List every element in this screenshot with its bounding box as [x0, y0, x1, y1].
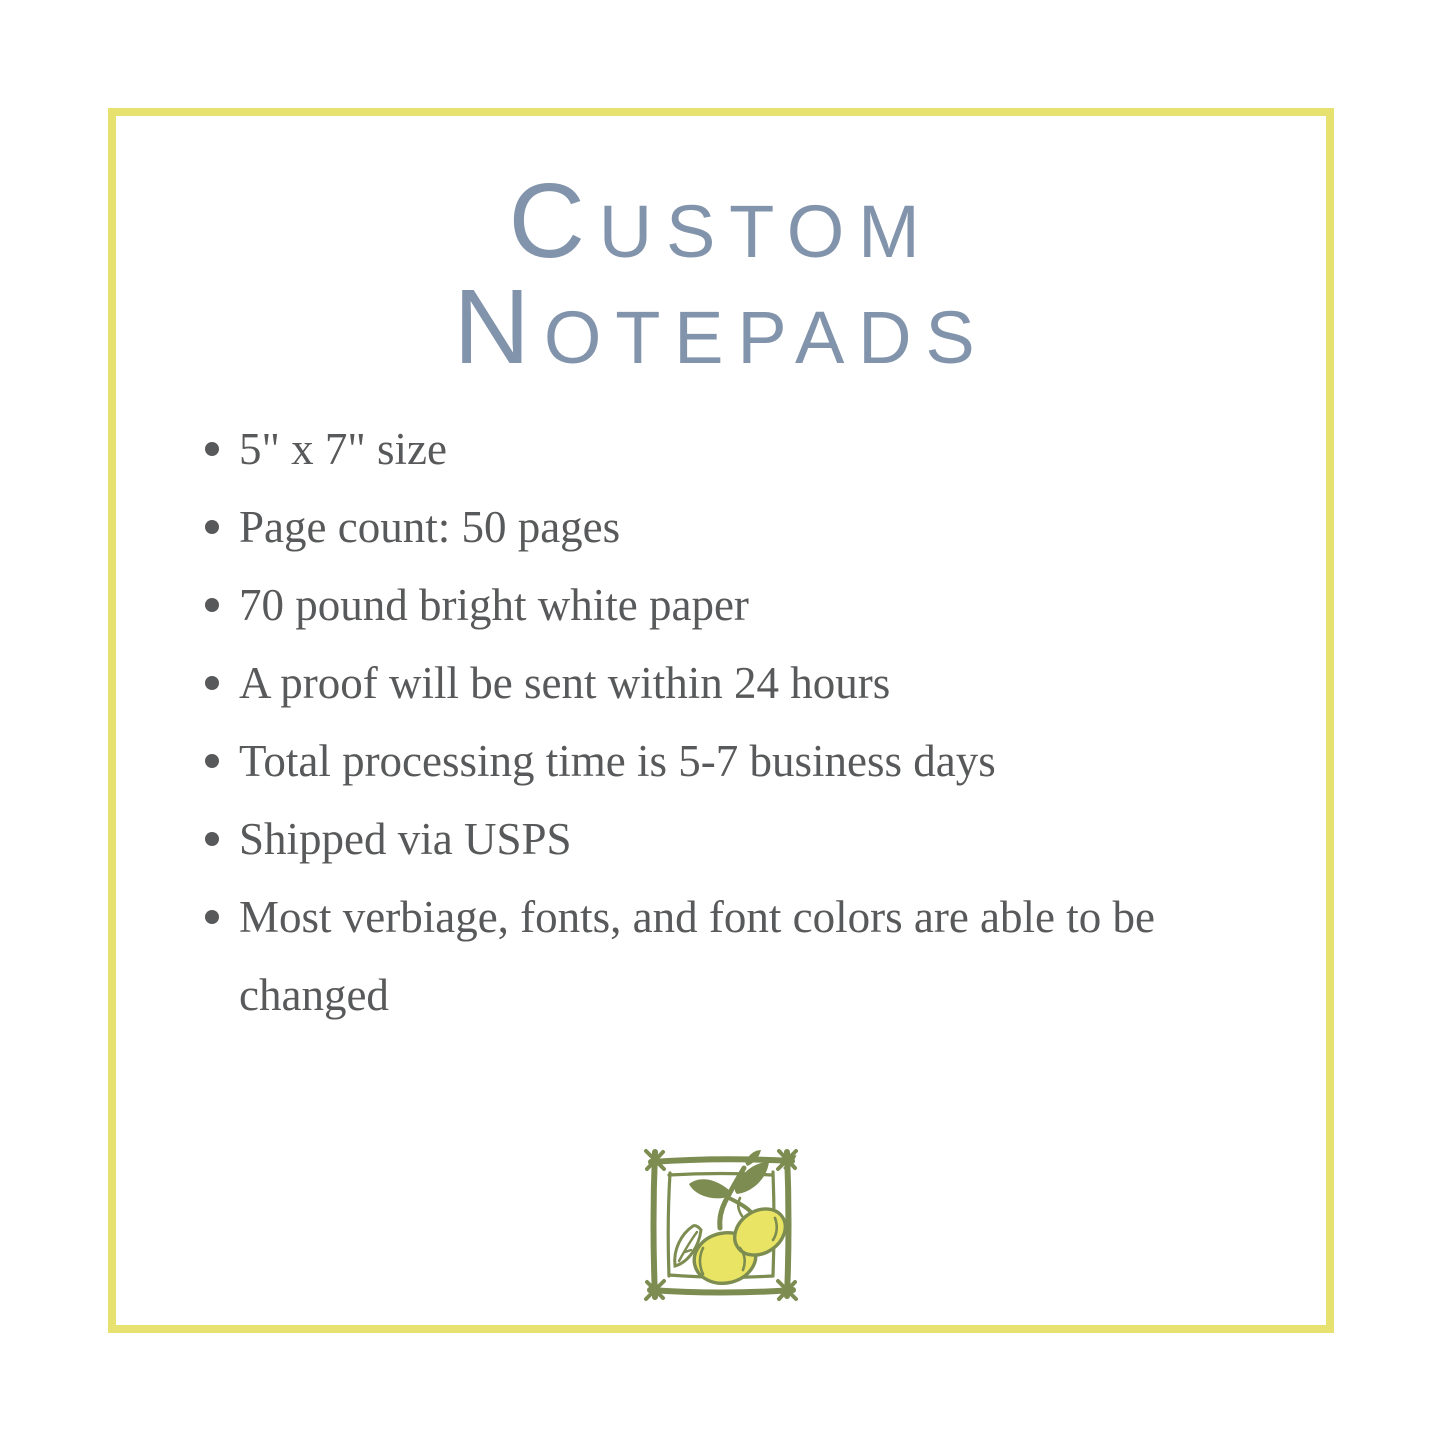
- page-title: [116, 162, 1326, 386]
- page-title-line-1: Custom: [508, 162, 934, 280]
- list-item: 70 pound bright white paper: [205, 566, 1245, 644]
- product-details-list: [205, 410, 1245, 1034]
- lemons-logo: [641, 1144, 801, 1304]
- page-title-line-2: Notepads: [453, 268, 989, 386]
- list-item: Page count: 50 pages: [205, 488, 1245, 566]
- list-item: A proof will be sent within 24 hours: [205, 644, 1245, 722]
- logo-lemons: [689, 1198, 794, 1289]
- list-item: Total processing time is 5-7 business days: [205, 722, 1245, 800]
- card-frame: [108, 108, 1334, 1333]
- list-item: Shipped via USPS: [205, 800, 1245, 878]
- list-item: Most verbiage, fonts, and font colors are able to be changed: [205, 878, 1245, 1034]
- list-item: 5" x 7" size: [205, 410, 1245, 488]
